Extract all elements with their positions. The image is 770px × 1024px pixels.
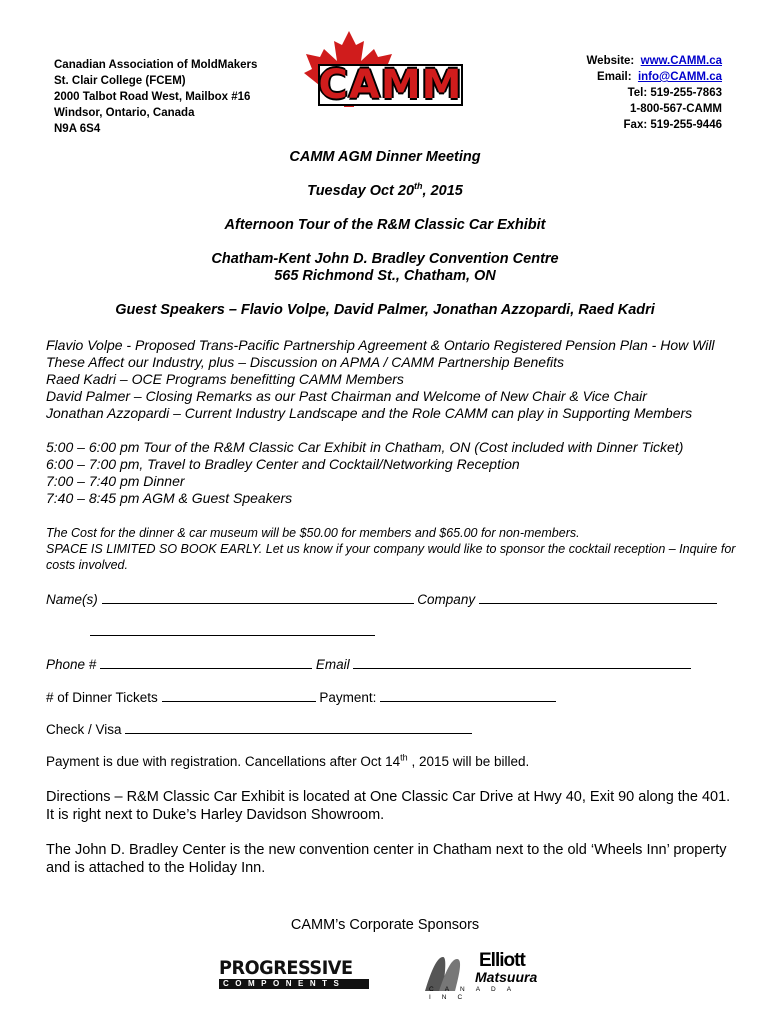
directions-convention-center: The John D. Bradley Center is the new convention center in Chatham next to the old ‘Wheels Inn’ property and is attached to the Holiday Inn. (46, 842, 727, 876)
matsuura-wordmark: Matsuura (475, 969, 538, 985)
email-link[interactable]: info@CAMM.ca (637, 71, 722, 83)
fax-line: Fax: 519-255-9446 (623, 119, 722, 131)
website-link[interactable]: www.CAMM.ca (640, 55, 722, 67)
speaker-topics (46, 337, 736, 422)
cost-line: The Cost for the dinner & car museum will be $50.00 for members and $65.00 for non-members. (46, 526, 580, 540)
event-date: Tuesday Oct 20th, 2015 (307, 181, 463, 199)
event-venue: Chatham-Kent John D. Bradley Convention Centre (211, 251, 559, 267)
company-label: Company (417, 592, 476, 607)
progressive-components-logo (219, 958, 369, 990)
names-field-line-2[interactable] (90, 622, 375, 636)
topic-item: Raed Kadri – OCE Programs benefitting CAMM Members (46, 371, 404, 387)
check-visa-field[interactable] (125, 720, 472, 734)
topic-item: Jonathan Azzopardi – Current Industry Landscape and the Role CAMM can play in Supporting Members (46, 405, 693, 421)
phone-line: Tel: 519-255-7863 (627, 87, 722, 99)
contact-info (587, 53, 722, 133)
canada-inc-wordmark: CANADA INC (429, 986, 522, 1001)
booking-line: SPACE IS LIMITED SO BOOK EARLY. Let us know if your company would like to sponsor the cocktail reception – Inquire for costs involved. (46, 542, 736, 572)
directions-car-exhibit: Directions – R&M Classic Car Exhibit is located at One Classic Car Drive at Hwy 40, Exit 90 along the 401. It is right next to Duke’s Harley Davidson Showroom. (46, 789, 731, 823)
schedule (46, 439, 736, 507)
payment-label: Payment: (319, 690, 377, 705)
address-line: 2000 Talbot Road West, Mailbox #16 (54, 91, 251, 103)
payment-note: Payment is due with registration. Cancellations after Oct 14th , 2015 will be billed. (46, 752, 530, 769)
address-line: St. Clair College (FCEM) (54, 75, 186, 87)
progressive-wordmark: PROGRESSIVE (219, 957, 353, 979)
phone-label: Phone # (46, 657, 97, 672)
payment-field[interactable] (380, 688, 556, 702)
names-second-row (90, 622, 375, 640)
speakers-heading: Guest Speakers – Flavio Volpe, David Palmer, Jonathan Azzopardi, Raed Kadri (115, 302, 655, 318)
email-label: Email (315, 657, 350, 672)
topic-item: David Palmer – Closing Remarks as our Past Chairman and Welcome of New Chair & Vice Chair (46, 388, 647, 404)
names-label: Name(s) (46, 592, 98, 607)
cost-note (46, 525, 736, 573)
address-line: Canadian Association of MoldMakers (54, 59, 258, 71)
email-label: Email: (597, 71, 632, 83)
phone-email-row (46, 655, 691, 673)
organization-address (54, 57, 257, 137)
topic-item: Flavio Volpe - Proposed Trans-Pacific Partnership Agreement & Ontario Registered Pension Plan - How Will These Affect our Industry, plus – Discussion on APMA / CAMM Partnership Benefits (46, 337, 715, 370)
check-visa-label: Check / Visa (46, 722, 122, 737)
components-wordmark: COMPONENTS (219, 979, 369, 989)
phone-field[interactable] (100, 655, 312, 669)
website-label: Website: (586, 55, 635, 67)
event-venue-address: 565 Richmond St., Chatham, ON (274, 268, 496, 284)
website-line (587, 53, 722, 69)
names-company-row (46, 590, 717, 608)
tickets-field[interactable] (162, 688, 316, 702)
logo-wordmark: CAMM (318, 62, 463, 108)
tollfree-line: 1-800-567-CAMM (629, 103, 722, 115)
schedule-item: 6:00 – 7:00 pm, Travel to Bradley Center and Cocktail/Networking Reception (46, 456, 520, 472)
address-line: Windsor, Ontario, Canada (54, 107, 195, 119)
email-field[interactable] (353, 655, 691, 669)
check-visa-row (46, 720, 472, 738)
tickets-payment-row (46, 688, 556, 706)
event-tour: Afternoon Tour of the R&M Classic Car Exhibit (224, 217, 546, 233)
schedule-item: 5:00 – 6:00 pm Tour of the R&M Classic Car Exhibit in Chatham, ON (Cost included with Dinner Ticket) (46, 439, 684, 455)
address-line: N9A 6S4 (54, 123, 101, 135)
tickets-label: # of Dinner Tickets (46, 690, 158, 705)
schedule-item: 7:00 – 7:40 pm Dinner (46, 473, 185, 489)
camm-logo (304, 31, 463, 108)
sponsors-title: CAMM’s Corporate Sponsors (290, 917, 480, 933)
elliott-matsuura-logo (419, 949, 552, 1001)
event-title: CAMM AGM Dinner Meeting (289, 149, 481, 165)
company-field[interactable] (479, 590, 717, 604)
schedule-item: 7:40 – 8:45 pm AGM & Guest Speakers (46, 490, 293, 506)
elliott-wordmark: Elliott (479, 950, 525, 971)
email-line (587, 69, 722, 85)
names-field[interactable] (102, 590, 414, 604)
